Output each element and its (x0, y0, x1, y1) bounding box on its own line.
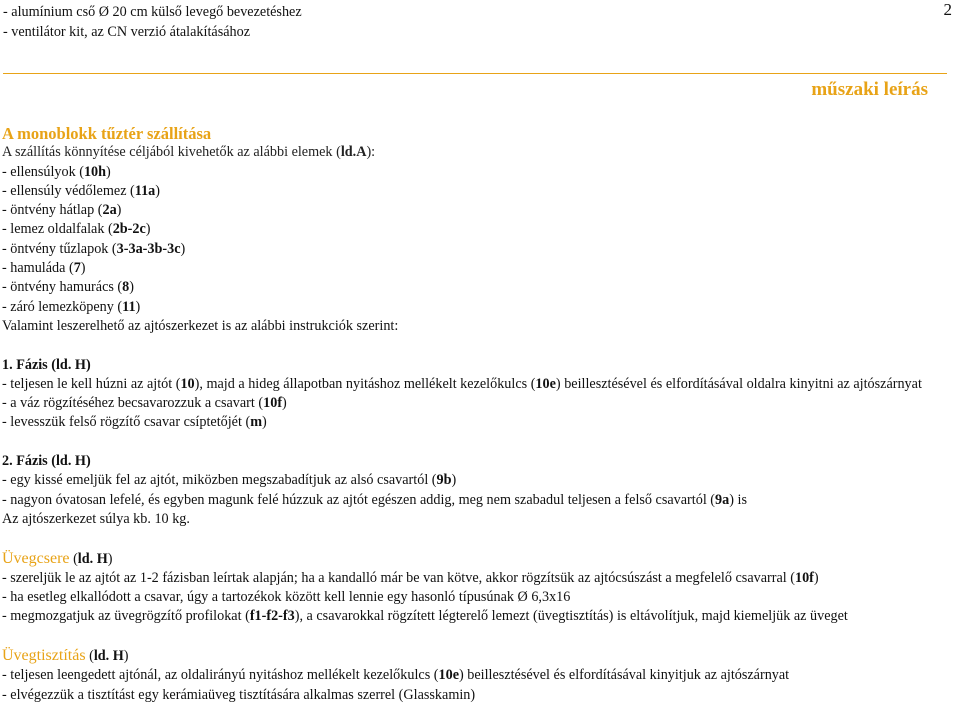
header-list (3, 2, 302, 42)
page-number: 2 (943, 0, 952, 19)
list-item: - öntvény tűzlapok (3-3a-3b-3c) (2, 240, 186, 257)
list-item: - öntvény hátlap (2a) (2, 202, 122, 219)
spacer (2, 336, 952, 355)
header-line: - ventilátor kit, az CN verzió átalakításához (3, 24, 250, 40)
cleaning-step: - teljesen leengedett ajtónál, az oldalirányú nyitáshoz mellékelt kezelőkulcs (10e) beillesztésével és elfordításával kinyitjuk az ajtószárnyat (2, 667, 790, 684)
list-item: - ellensúly védőlemez (11a) (2, 182, 160, 199)
phase-1-step: - levesszük felső rögzítő csavar csíptetőjét (m) (2, 414, 267, 431)
list-item: - ellensúlyok (10h) (2, 163, 111, 180)
glass-section-title: Üvegcsere (ld. H) (2, 549, 113, 567)
glass-step: - ha esetleg elkallódott a csavar, úgy a tartozékok között kell lennie egy hasonló típusúnak Ø 6,3x16 (2, 589, 571, 606)
phase-2-title: 2. Fázis (ld. H) (2, 453, 91, 470)
document-body (2, 124, 952, 705)
phase-2-note: Az ajtószerkezet súlya kb. 10 kg. (2, 510, 190, 527)
header-line: - alumínium cső Ø 20 cm külső levegő bevezetéshez (3, 4, 302, 20)
list-item: - lemez oldalfalak (2b-2c) (2, 221, 151, 238)
section-title-transport: A monoblokk tűztér szállítása (2, 124, 212, 143)
list-item: - hamuláda (7) (2, 260, 86, 277)
glass-step: - szereljük le az ajtót az 1-2 fázisban leírtak alapján; ha a kandalló már be van kötve, akkor rögzítsük az ajtócsúszást a megfelelő csavarral (10f) (2, 569, 819, 586)
list-item: - öntvény hamurács (8) (2, 279, 134, 296)
glass-step: - megmozgatjuk az üvegrögzítő profilokat (f1-f2-f3), a csavarokkal rögzített légterelő lemezt (üvegtisztítás) is eltávolítjuk, majd kiemeljük az üveget (2, 608, 848, 625)
section-intro: A szállítás könnyítése céljából kivehetők az alábbi elemek (ld.A): (2, 144, 376, 161)
spacer (2, 529, 952, 548)
section-closing: Valamint leszerelhető az ajtószerkezet is az alábbi instrukciók szerint: (2, 317, 399, 334)
phase-1-step: - teljesen le kell húzni az ajtót (10), majd a hideg állapotban nyitáshoz mellékelt kezelőkulcs (10e) beillesztésével és elfordításával oldalra kinyitni az ajtószárnyat (2, 375, 922, 392)
phase-1-title: 1. Fázis (ld. H) (2, 356, 91, 373)
phase-2-step: - egy kissé emeljük fel az ajtót, miközben megszabadítjuk az alsó csavartól (9b) (2, 472, 457, 489)
header-divider (3, 73, 947, 74)
phase-2-step: - nagyon óvatosan lefelé, és egyben magunk felé húzzuk az ajtót egészen addig, meg nem szabadul teljesen a felső csavartól (9a) is (2, 491, 747, 508)
cleaning-section-title: Üvegtisztítás (ld. H) (2, 647, 129, 665)
phase-1-step: - a váz rögzítéséhez becsavarozzuk a csavart (10f) (2, 395, 287, 412)
list-item: - záró lemezköpeny (11) (2, 298, 141, 315)
document-type-label: műszaki leírás (811, 79, 928, 100)
spacer (2, 627, 952, 646)
cleaning-step: - elvégezzük a tisztítást egy kerámiaüveg tisztítására alkalmas szerrel (Glasskamin) (2, 686, 476, 703)
spacer (2, 433, 952, 452)
